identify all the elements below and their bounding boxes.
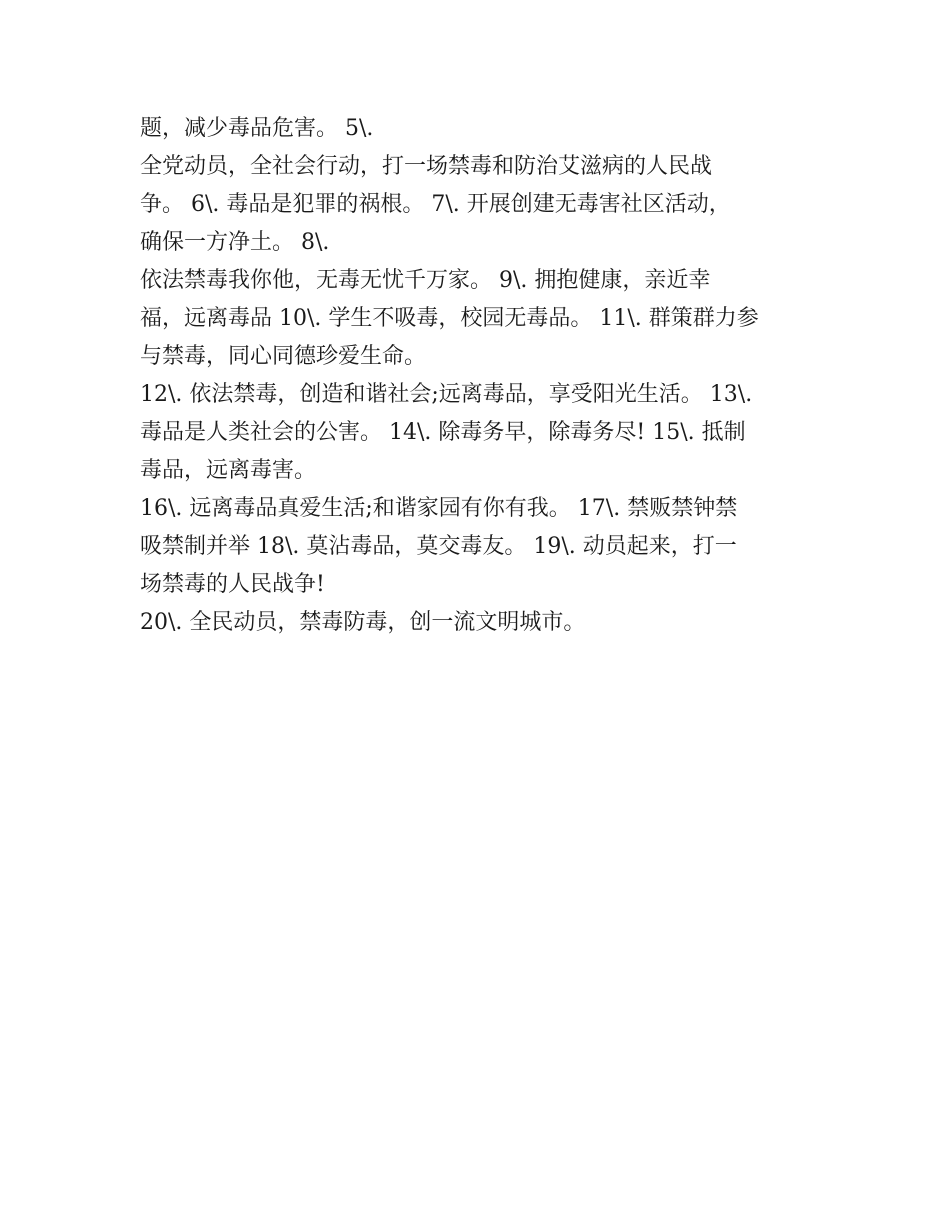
text-line: 全党动员，全社会行动，打一场禁毒和防治艾滋病的人民战 <box>140 154 713 179</box>
text-line: 毒品是人类社会的公害。 14\. 除毒务早，除毒务尽! 15\. 抵制 <box>140 420 746 445</box>
text-line: 福，远离毒品 10\. 学生不吸毒，校园无毒品。 11\. 群策群力参 <box>140 306 759 331</box>
text-line: 毒品，远离毒害。 <box>140 458 317 483</box>
body-text <box>140 110 830 642</box>
text-line: 20\. 全民动员，禁毒防毒，创一流文明城市。 <box>140 610 586 635</box>
text-line: 依法禁毒我你他，无毒无忧千万家。 9\. 拥抱健康，亲近幸 <box>140 268 711 293</box>
text-line: 与禁毒，同心同德珍爱生命。 <box>140 344 427 369</box>
text-line: 题，减少毒品危害。 5\. <box>140 116 374 141</box>
text-line: 确保一方净土。 8\. <box>140 230 330 255</box>
text-line: 场禁毒的人民战争! <box>140 572 325 597</box>
text-line: 争。 6\. 毒品是犯罪的祸根。 7\. 开展创建无毒害社区活动， <box>140 192 731 217</box>
text-line: 16\. 远离毒品真爱生活;和谐家园有你有我。 17\. 禁贩禁钟禁 <box>140 496 738 521</box>
text-line: 吸禁制并举 18\. 莫沾毒品，莫交毒友。 19\. 动员起来，打一 <box>140 534 737 559</box>
text-line: 12\. 依法禁毒，创造和谐社会;远离毒品，享受阳光生活。 13\. <box>140 382 753 407</box>
